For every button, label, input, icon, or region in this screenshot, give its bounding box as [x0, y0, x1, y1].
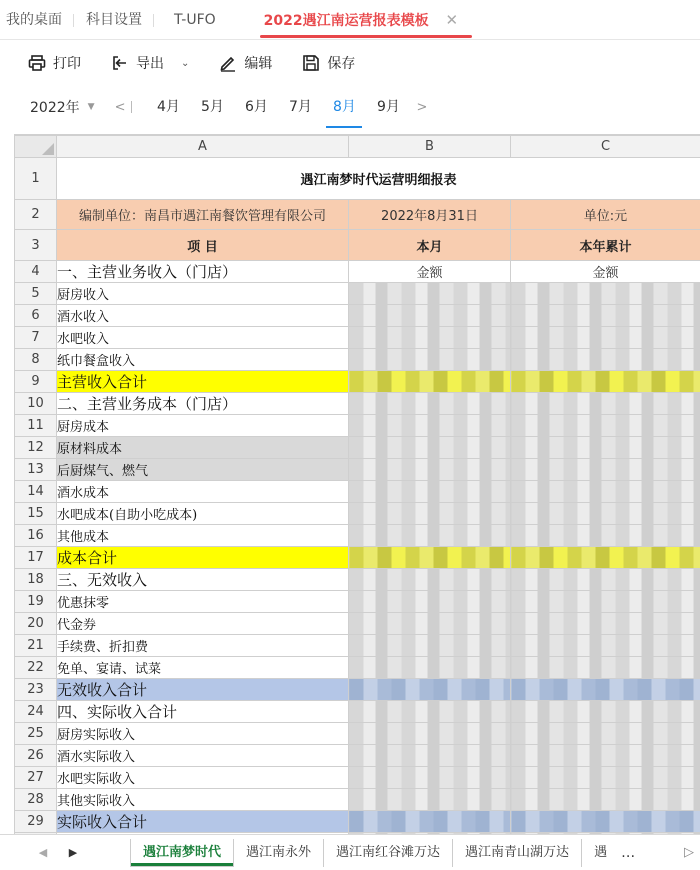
row-number[interactable]: 6 [15, 305, 57, 327]
edit-button[interactable] [219, 53, 272, 73]
row-number[interactable]: 16 [15, 525, 57, 547]
ytd-amount-cell[interactable] [511, 613, 700, 635]
tab-t-ufo[interactable]: T-UFO [174, 11, 216, 28]
column-header-row [15, 136, 700, 158]
table-row [15, 569, 700, 591]
table-row [15, 261, 700, 283]
table-row [15, 200, 700, 230]
ytd-amount-cell[interactable] [511, 481, 700, 503]
table-row [15, 723, 700, 745]
month-amount-cell[interactable] [349, 591, 511, 613]
item-label-cell[interactable]: 厨房收入 [57, 283, 349, 305]
row-number[interactable]: 2 [15, 200, 57, 230]
table-row [15, 525, 700, 547]
ytd-amount-cell[interactable] [511, 437, 700, 459]
table-row [15, 591, 700, 613]
month-tab[interactable]: 6月 [245, 99, 268, 115]
row-number[interactable]: 22 [15, 657, 57, 679]
month-amount-cell[interactable] [349, 349, 511, 371]
row-number[interactable]: 13 [15, 459, 57, 481]
row-number[interactable]: 20 [15, 613, 57, 635]
month-amount-cell[interactable] [349, 305, 511, 327]
ytd-amount-cell[interactable] [511, 547, 700, 569]
table-row [15, 657, 700, 679]
table-row [15, 459, 700, 481]
table-row [15, 745, 700, 767]
month-amount-cell[interactable] [349, 503, 511, 525]
row-number[interactable]: 9 [15, 371, 57, 393]
month-amount-cell[interactable] [349, 745, 511, 767]
month-amount-cell[interactable] [349, 459, 511, 481]
item-label-cell[interactable]: 水吧成本(自助小吃成本) [57, 503, 349, 525]
table-row [15, 503, 700, 525]
item-label-cell[interactable]: 一、主营业务收入（门店） [57, 261, 349, 283]
app-tab-bar [0, 0, 700, 40]
month-amount-cell[interactable] [349, 635, 511, 657]
ytd-amount-cell[interactable] [511, 745, 700, 767]
ytd-amount-cell[interactable] [511, 789, 700, 811]
month-amount-cell[interactable] [349, 657, 511, 679]
spreadsheet-grid[interactable] [14, 134, 700, 834]
table-row [15, 305, 700, 327]
row-number[interactable]: 7 [15, 327, 57, 349]
row-number[interactable]: 17 [15, 547, 57, 569]
date-cell[interactable]: 2022年8月31日 [349, 200, 511, 230]
row-number[interactable]: 21 [15, 635, 57, 657]
row-number[interactable]: 3 [15, 230, 57, 261]
sheet-tab-active[interactable]: 遇江南梦时代 [130, 839, 234, 867]
header-ytd-cell[interactable]: 本年累计 [511, 230, 700, 261]
sheet-tab[interactable]: 遇江南红谷滩万达 [324, 839, 453, 867]
chevron-left-icon[interactable]: ◀ [38, 846, 48, 859]
year-select[interactable] [30, 97, 95, 117]
item-label-cell[interactable]: 原材料成本 [57, 437, 349, 459]
scroll-right-icon[interactable]: ▷ [684, 845, 694, 860]
ytd-amount-cell[interactable] [511, 767, 700, 789]
column-header-c[interactable]: C [511, 136, 700, 158]
table-row [15, 481, 700, 503]
sheet-tab-bar [0, 834, 700, 870]
ytd-amount-cell[interactable] [511, 503, 700, 525]
sheet-tab[interactable]: 遇 [594, 844, 608, 860]
row-number[interactable]: 15 [15, 503, 57, 525]
column-header-a[interactable]: A [57, 136, 349, 158]
ytd-amount-cell[interactable] [511, 635, 700, 657]
table-row [15, 701, 700, 723]
month-amount-cell[interactable] [349, 613, 511, 635]
row-number[interactable]: 28 [15, 789, 57, 811]
row-number[interactable]: 23 [15, 679, 57, 701]
item-label-cell[interactable]: 成本合计 [57, 547, 349, 569]
row-number[interactable]: 27 [15, 767, 57, 789]
table-row [15, 679, 700, 701]
month-amount-cell[interactable] [349, 415, 511, 437]
row-number[interactable]: 18 [15, 569, 57, 591]
ytd-amount-cell[interactable] [511, 657, 700, 679]
item-label-cell[interactable]: 主营收入合计 [57, 371, 349, 393]
month-amount-cell[interactable] [349, 393, 511, 415]
row-number[interactable]: 1 [15, 158, 57, 200]
item-label-cell[interactable]: 三、无效收入 [57, 569, 349, 591]
month-amount-cell[interactable] [349, 811, 511, 833]
ytd-amount-cell[interactable] [511, 679, 700, 701]
tab-report-template-label: 2022遇江南运营报表模板 [263, 12, 429, 29]
ytd-amount-cell[interactable]: 金额 [511, 261, 700, 283]
tab-subject-settings[interactable]: 科目设置 [74, 0, 154, 40]
month-tab[interactable]: 7月 [289, 99, 312, 115]
row-number[interactable]: 29 [15, 811, 57, 833]
unit-cell[interactable]: 单位:元 [511, 200, 700, 230]
item-label-cell[interactable]: 酒水实际收入 [57, 745, 349, 767]
ytd-amount-cell[interactable] [511, 327, 700, 349]
item-label-cell[interactable]: 厨房实际收入 [57, 723, 349, 745]
ytd-amount-cell[interactable] [511, 701, 700, 723]
month-amount-cell[interactable] [349, 481, 511, 503]
month-tab[interactable]: 5月 [201, 99, 224, 115]
chevron-right-icon[interactable]: ▶ [68, 846, 78, 859]
table-row [15, 415, 700, 437]
table-row [15, 811, 700, 833]
row-number[interactable]: 25 [15, 723, 57, 745]
month-amount-cell[interactable] [349, 767, 511, 789]
table-row [15, 613, 700, 635]
table-row [15, 437, 700, 459]
month-amount-cell[interactable] [349, 679, 511, 701]
ytd-amount-cell[interactable] [511, 723, 700, 745]
item-label-cell[interactable]: 二、主营业务成本（门店） [57, 393, 349, 415]
select-all-corner[interactable] [15, 136, 57, 158]
item-label-cell[interactable]: 免单、宴请、试菜 [57, 657, 349, 679]
chevron-left-icon[interactable]: < [114, 99, 126, 115]
export-button[interactable] [111, 53, 189, 73]
row-number[interactable]: 8 [15, 349, 57, 371]
month-amount-cell[interactable] [349, 569, 511, 591]
item-label-cell[interactable]: 实际收入合计 [57, 811, 349, 833]
ytd-amount-cell[interactable] [511, 591, 700, 613]
header-month-cell[interactable]: 本月 [349, 230, 511, 261]
month-amount-cell[interactable] [349, 371, 511, 393]
row-number[interactable]: 10 [15, 393, 57, 415]
month-tab[interactable]: 4月 [157, 99, 180, 115]
month-amount-cell[interactable] [349, 789, 511, 811]
print-label: 打印 [53, 56, 81, 72]
chevron-right-icon[interactable]: > [416, 99, 428, 115]
table-row [15, 230, 700, 261]
export-icon [111, 54, 129, 72]
export-label: 导出 [136, 56, 164, 72]
ytd-amount-cell[interactable] [511, 569, 700, 591]
row-number[interactable]: 19 [15, 591, 57, 613]
ytd-amount-cell[interactable] [511, 371, 700, 393]
close-icon[interactable]: ✕ [445, 10, 459, 29]
item-label-cell[interactable]: 厨房成本 [57, 415, 349, 437]
month-amount-cell[interactable] [349, 525, 511, 547]
month-amount-cell[interactable] [349, 283, 511, 305]
divider [131, 101, 132, 113]
save-button[interactable] [302, 53, 355, 73]
table-row [15, 158, 700, 200]
item-label-cell[interactable]: 纸巾餐盒收入 [57, 349, 349, 371]
ytd-amount-cell[interactable] [511, 459, 700, 481]
month-amount-cell[interactable] [349, 437, 511, 459]
ytd-amount-cell[interactable] [511, 283, 700, 305]
report-title[interactable]: 遇江南梦时代运营明细报表 [57, 158, 700, 200]
table-row [15, 767, 700, 789]
month-tab-active[interactable]: 8月 [322, 86, 366, 128]
ytd-amount-cell[interactable] [511, 393, 700, 415]
row-number[interactable]: 24 [15, 701, 57, 723]
ytd-amount-cell[interactable] [511, 415, 700, 437]
sheet-tab[interactable]: 遇江南青山湖万达 [453, 839, 582, 867]
item-label-cell[interactable]: 酒水收入 [57, 305, 349, 327]
month-amount-cell[interactable] [349, 701, 511, 723]
table-row [15, 635, 700, 657]
row-number[interactable]: 12 [15, 437, 57, 459]
save-label: 保存 [327, 56, 356, 72]
item-label-cell[interactable]: 无效收入合计 [57, 679, 349, 701]
floppy-disk-icon [302, 54, 320, 72]
tab-my-desktop[interactable]: 我的桌面 [0, 0, 74, 40]
table-row [15, 327, 700, 349]
org-cell[interactable]: 编制单位：南昌市遇江南餐饮管理有限公司 [57, 200, 349, 230]
print-button[interactable] [28, 53, 81, 73]
sheet-tab[interactable]: 遇江南永外 [234, 839, 324, 867]
year-value: 2022年 [30, 100, 80, 116]
edit-label: 编辑 [244, 56, 273, 72]
row-number[interactable]: 5 [15, 283, 57, 305]
period-bar [0, 86, 700, 128]
pencil-icon [219, 54, 237, 72]
tab-report-template[interactable] [252, 0, 470, 40]
month-amount-cell[interactable] [349, 327, 511, 349]
column-header-b[interactable]: B [349, 136, 511, 158]
report-sheet [14, 135, 700, 834]
item-label-cell[interactable]: 水吧实际收入 [57, 767, 349, 789]
month-amount-cell[interactable] [349, 723, 511, 745]
more-sheets-icon[interactable]: … [621, 844, 636, 861]
item-label-cell[interactable]: 其他成本 [57, 525, 349, 547]
table-row [15, 349, 700, 371]
table-row [15, 371, 700, 393]
row-number[interactable]: 26 [15, 745, 57, 767]
item-label-cell[interactable]: 酒水成本 [57, 481, 349, 503]
row-number[interactable]: 14 [15, 481, 57, 503]
month-amount-cell[interactable]: 金额 [349, 261, 511, 283]
item-label-cell[interactable]: 其他实际收入 [57, 789, 349, 811]
printer-icon [28, 54, 46, 72]
item-label-cell[interactable]: 优惠抹零 [57, 591, 349, 613]
chevron-down-icon: ▼ [87, 102, 95, 112]
item-label-cell[interactable]: 水吧收入 [57, 327, 349, 349]
table-row [15, 789, 700, 811]
header-item-cell[interactable]: 项 目 [57, 230, 349, 261]
select-all-icon [42, 143, 54, 155]
item-label-cell[interactable]: 四、实际收入合计 [57, 701, 349, 723]
table-row [15, 393, 700, 415]
row-number[interactable]: 4 [15, 261, 57, 283]
table-row [15, 283, 700, 305]
table-row [15, 547, 700, 569]
item-label-cell[interactable]: 代金券 [57, 613, 349, 635]
ytd-amount-cell[interactable] [511, 811, 700, 833]
ytd-amount-cell[interactable] [511, 305, 700, 327]
ytd-amount-cell[interactable] [511, 525, 700, 547]
toolbar [0, 40, 700, 86]
month-tab[interactable]: 9月 [377, 99, 400, 115]
item-label-cell[interactable]: 手续费、折扣费 [57, 635, 349, 657]
row-number[interactable]: 11 [15, 415, 57, 437]
item-label-cell[interactable]: 后厨煤气、燃气 [57, 459, 349, 481]
month-amount-cell[interactable] [349, 547, 511, 569]
ytd-amount-cell[interactable] [511, 349, 700, 371]
chevron-down-icon[interactable]: ⌄ [181, 57, 190, 69]
